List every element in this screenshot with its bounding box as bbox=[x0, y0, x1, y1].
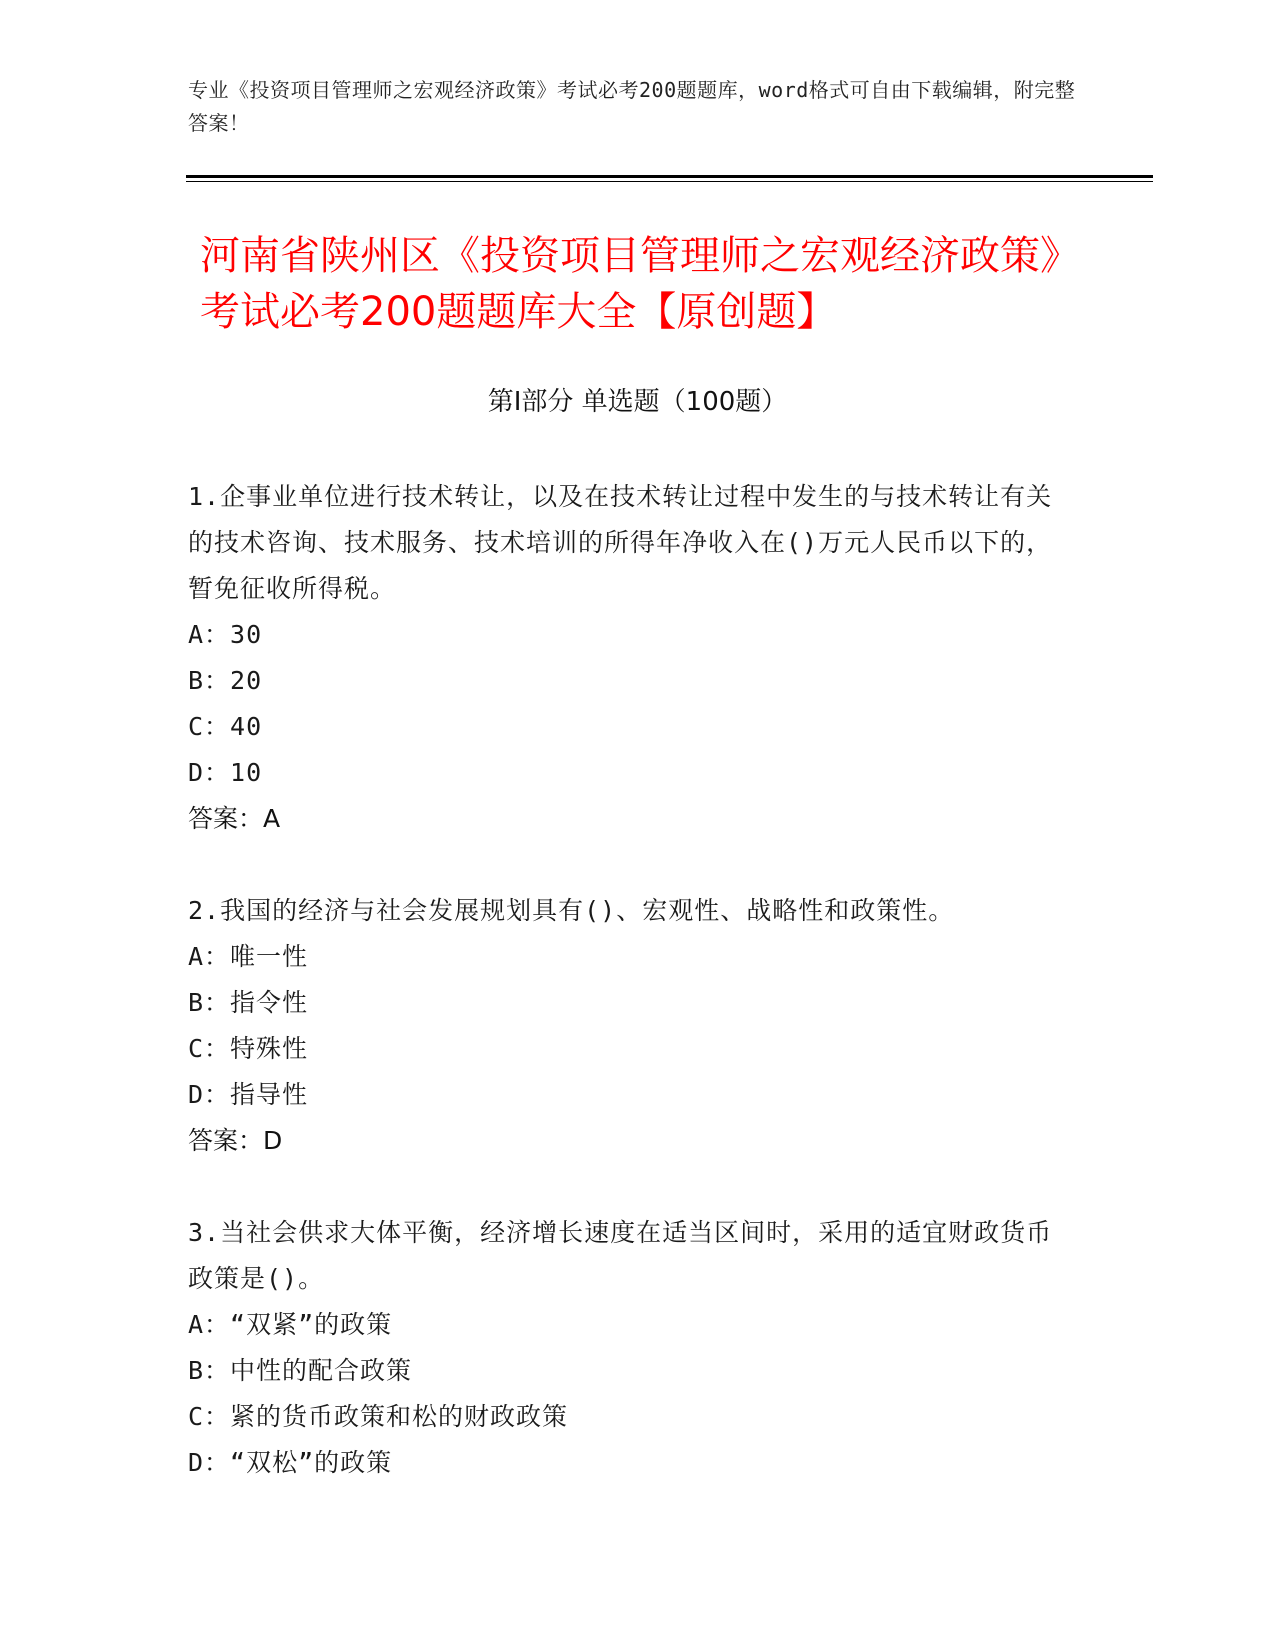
option-d: D：“双松”的政策 bbox=[188, 1448, 393, 1477]
option-d: D：10 bbox=[188, 758, 263, 787]
question-2 bbox=[188, 888, 1068, 1164]
option-c: C：40 bbox=[188, 712, 263, 741]
question-3 bbox=[188, 1210, 1068, 1486]
question-stem: 1.企事业单位进行技术转让，以及在技术转让过程中发生的与技术转让有关的技术咨询、技术服务、技术培训的所得年净收入在()万元人民币以下的，暂免征收所得税。 bbox=[188, 482, 1053, 603]
header-divider-thin bbox=[186, 181, 1153, 182]
question-stem: 3.当社会供求大体平衡，经济增长速度在适当区间时，采用的适宜财政货币政策是()。 bbox=[188, 1218, 1053, 1293]
question-1 bbox=[188, 474, 1068, 842]
header-note: 专业《投资项目管理师之宏观经济政策》考试必考200题题库，word格式可自由下载编辑，附完整答案！ bbox=[188, 78, 1076, 135]
question-stem: 2.我国的经济与社会发展规划具有()、宏观性、战略性和政策性。 bbox=[188, 896, 955, 925]
option-a: A：唯一性 bbox=[188, 942, 309, 971]
section-heading: 第I部分 单选题（100题） bbox=[487, 387, 788, 417]
option-b: B：20 bbox=[188, 666, 263, 695]
option-b: B：指令性 bbox=[188, 988, 309, 1017]
answer: 答案：D bbox=[188, 1126, 283, 1155]
option-a: A：“双紧”的政策 bbox=[188, 1310, 393, 1339]
option-c: C：特殊性 bbox=[188, 1034, 309, 1063]
question-list bbox=[188, 474, 1068, 1532]
option-c: C：紧的货币政策和松的财政政策 bbox=[188, 1402, 569, 1431]
header-divider-thick bbox=[186, 175, 1153, 178]
document-title: 河南省陕州区《投资项目管理师之宏观经济政策》考试必考200题题库大全【原创题】 bbox=[200, 233, 1080, 335]
option-b: B：中性的配合政策 bbox=[188, 1356, 413, 1385]
answer: 答案：A bbox=[188, 804, 281, 833]
option-a: A：30 bbox=[188, 620, 263, 649]
option-d: D：指导性 bbox=[188, 1080, 309, 1109]
